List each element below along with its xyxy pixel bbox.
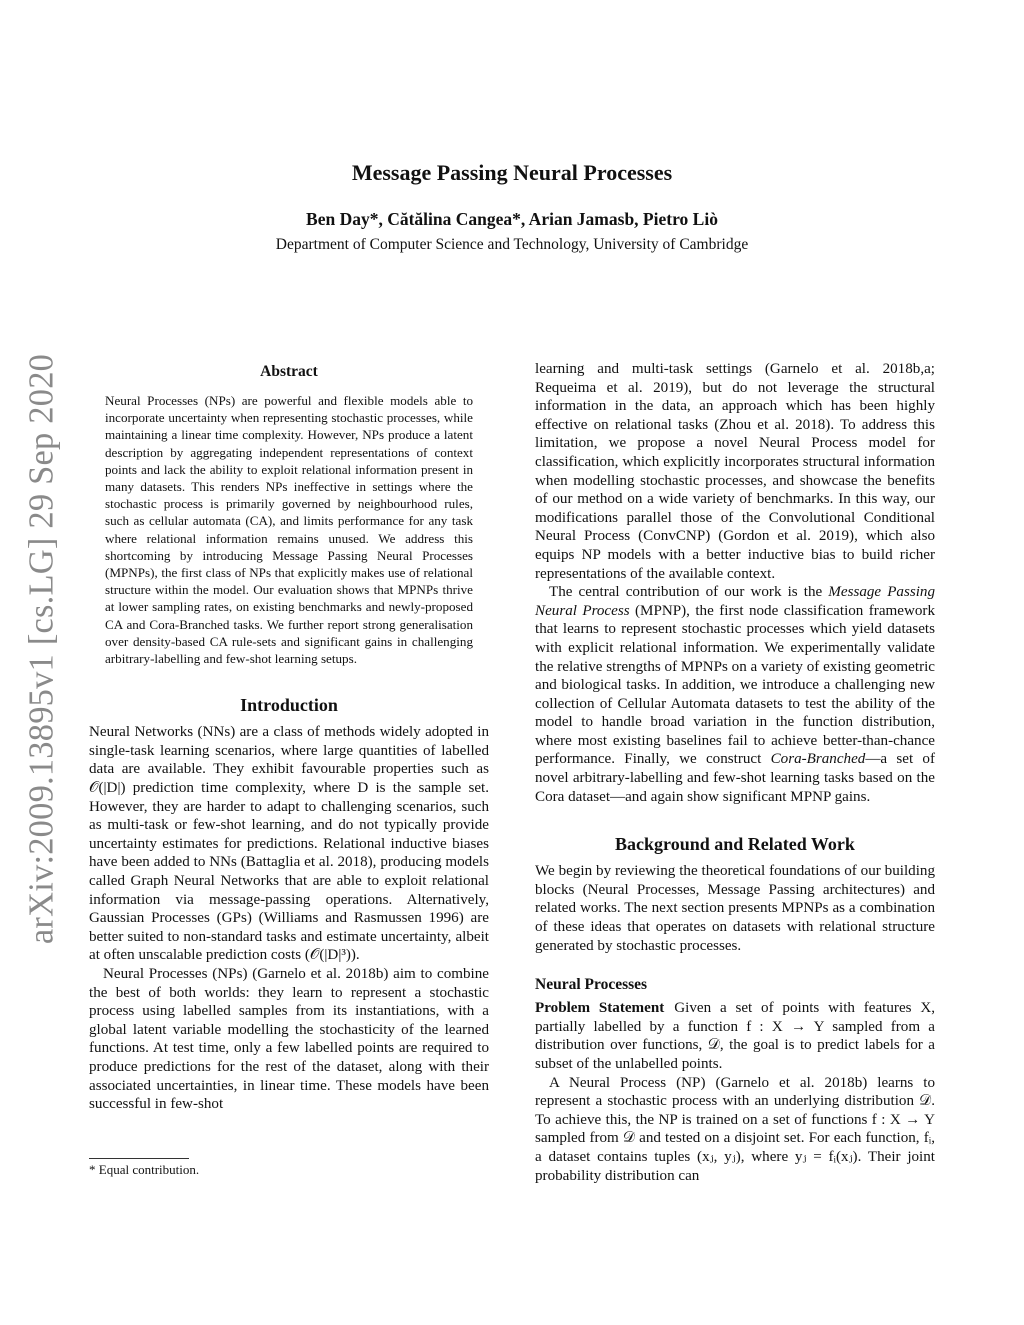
neural-processes-subheading: Neural Processes [535, 976, 648, 994]
abstract-heading: Abstract [260, 363, 318, 380]
author-list: Ben Day*, Cătălina Cangea*, Arian Jamasb, Pietro Liò [306, 209, 718, 229]
arxiv-id-text: arXiv:2009.13895v1 [cs.LG] 29 Sep 2020 [22, 353, 61, 945]
intro-paragraph-1: Neural Networks (NNs) are a class of methods widely adopted in single-task learning scenarios, where large quantities of labelled data are available. They exhibit favourable properties such as 𝒪(|D|) prediction time complexity, where D is the sample set. However, they are harder to adapt to challenging scenarios, such as multi-task or few-shot learning, and do not typically provide uncertainty estimates for predictions. Relational inductive biases have been added to NNs (Battaglia et al. 2018), producing models called Graph Neural Networks that are able to exploit relational information via message-passing operations. Alternatively, Gaussian Processes (GPs) (Williams and Rasmussen 1996) are better suited to non-standard tasks and estimate uncertainty, albeit at often unscalable prediction costs (𝒪(|D|³)). [89, 724, 489, 964]
problem-statement-runin: Problem Statement [535, 1000, 665, 1017]
intro-p4-c: —a set of novel arbitrary-labelling and few-shot learning tasks based on the Cora dataset—and again show significant MPNP gains. [535, 751, 935, 805]
background-paragraph-1: We begin by reviewing the theoretical foundations of our building blocks (Neural Processes, Message Passing architectures) and related works. The next section presents MPNPs as a combination of these ideas that operates on datasets with relational structure generated by stochastic processes. [535, 863, 935, 954]
footnote-rule [89, 1158, 189, 1159]
intro-paragraph-2: Neural Processes (NPs) (Garnelo et al. 2018b) aim to combine the best of both worlds: they learn to represent a stochastic process using labelled samples from its instantiations, with a global latent variable modelling the stochasticity of the learned functions. At test time, only a few labelled points are required to produce predictions for the rest of the dataset, along with their associated uncertainties, in linear time. These models have been successful in few-shot [89, 965, 489, 1113]
intro-p4-em: Message Passing Neural Process [535, 584, 936, 619]
left-column [89, 362, 489, 1114]
footnote: * Equal contribution. [89, 1162, 200, 1177]
background-heading: Background and Related Work [615, 834, 855, 855]
introduction-heading: Introduction [240, 695, 338, 716]
affiliation: Department of Computer Science and Technology, University of Cambridge [275, 236, 749, 253]
background-paragraph-3: A Neural Process (NP) (Garnelo et al. 2018b) learns to represent a stochastic process with an underlying distribution 𝒟. To achieve this, the NP is trained on a set of functions f : X → Y sampled from 𝒟 and tested on a disjoint set. For each function, fᵢ, a dataset contains tuples (xⱼ, yⱼ), where yⱼ = fᵢ(xⱼ). Their joint probability distribution can [535, 1074, 935, 1184]
intro-p4-b: (MPNP), the first node classification framework that learns to represent stochastic processes which yield datasets with explicit relational information. We experimentally validate the relative strengths of MPNPs on a variety of existing geometric and biological tasks. In addition, we introduce a challenging new collection of Cellular Automata datasets to test the ability of the model to handle broad variation in the function distribution, where most existing baselines fail to achieve better-than-chance performance. Finally, we construct [535, 602, 935, 768]
paper-title: Message Passing Neural Processes [351, 160, 673, 185]
arxiv-identifier [14, 352, 70, 946]
intro-paragraph-4 [535, 583, 935, 806]
intro-p4-em2: Cora-Branched [770, 751, 866, 768]
abstract-text: Neural Processes (NPs) are powerful and flexible models able to incorporate uncertainty when representing stochastic processes, while maintaining a linear time complexity. However, NPs produce a latent description by aggregating independent representations of context points and lack the ability to exploit relational information present in many datasets. This renders NPs ineffective in settings where the stochastic process is primarily governed by neighbourhood rules, such as cellular automata (CA), and limits performance for any task where relational information remains unused. We address this shortcoming by introducing Message Passing Neural Processes (MPNPs), the first class of NPs that explicitly makes use of relational structure within the model. Our evaluation shows that MPNPs thrive at lower sampling rates, on existing benchmarks and newly-proposed CA and Cora-Branched tasks. We further report strong generalisation over density-based CA rule-sets and significant gains in challenging arbitrary-labelling and few-shot learning setups. [105, 393, 473, 667]
right-column [535, 360, 935, 1185]
intro-paragraph-3: learning and multi-task settings (Garnelo et al. 2018b,a; Requeima et al. 2019), but do not leverage the structural information in the data, an approach which has been highly effective on relational tasks (Zhou et al. 2018). To address this limitation, we propose a novel Neural Process model for classification, which explicitly incorporates structural information when modelling stochastic processes, and showcase the benefits of our method on a wide variety of benchmarks. In this way, our modifications parallel those of the Convolutional Conditional Neural Process (ConvCNP) (Gordon et al. 2019), which also equips NP models with a better inductive bias to build richer representations of the available context. [535, 361, 935, 582]
problem-statement-text: Given a set of points with features X, partially labelled by a function f : X → Y sampled from a distribution over functions, 𝒟, the goal is to predict labels for a subset of the unlabelled points. [535, 1000, 935, 1072]
problem-statement-paragraph [535, 999, 935, 1073]
intro-p4-a: The central contribution of our work is the [549, 584, 829, 601]
